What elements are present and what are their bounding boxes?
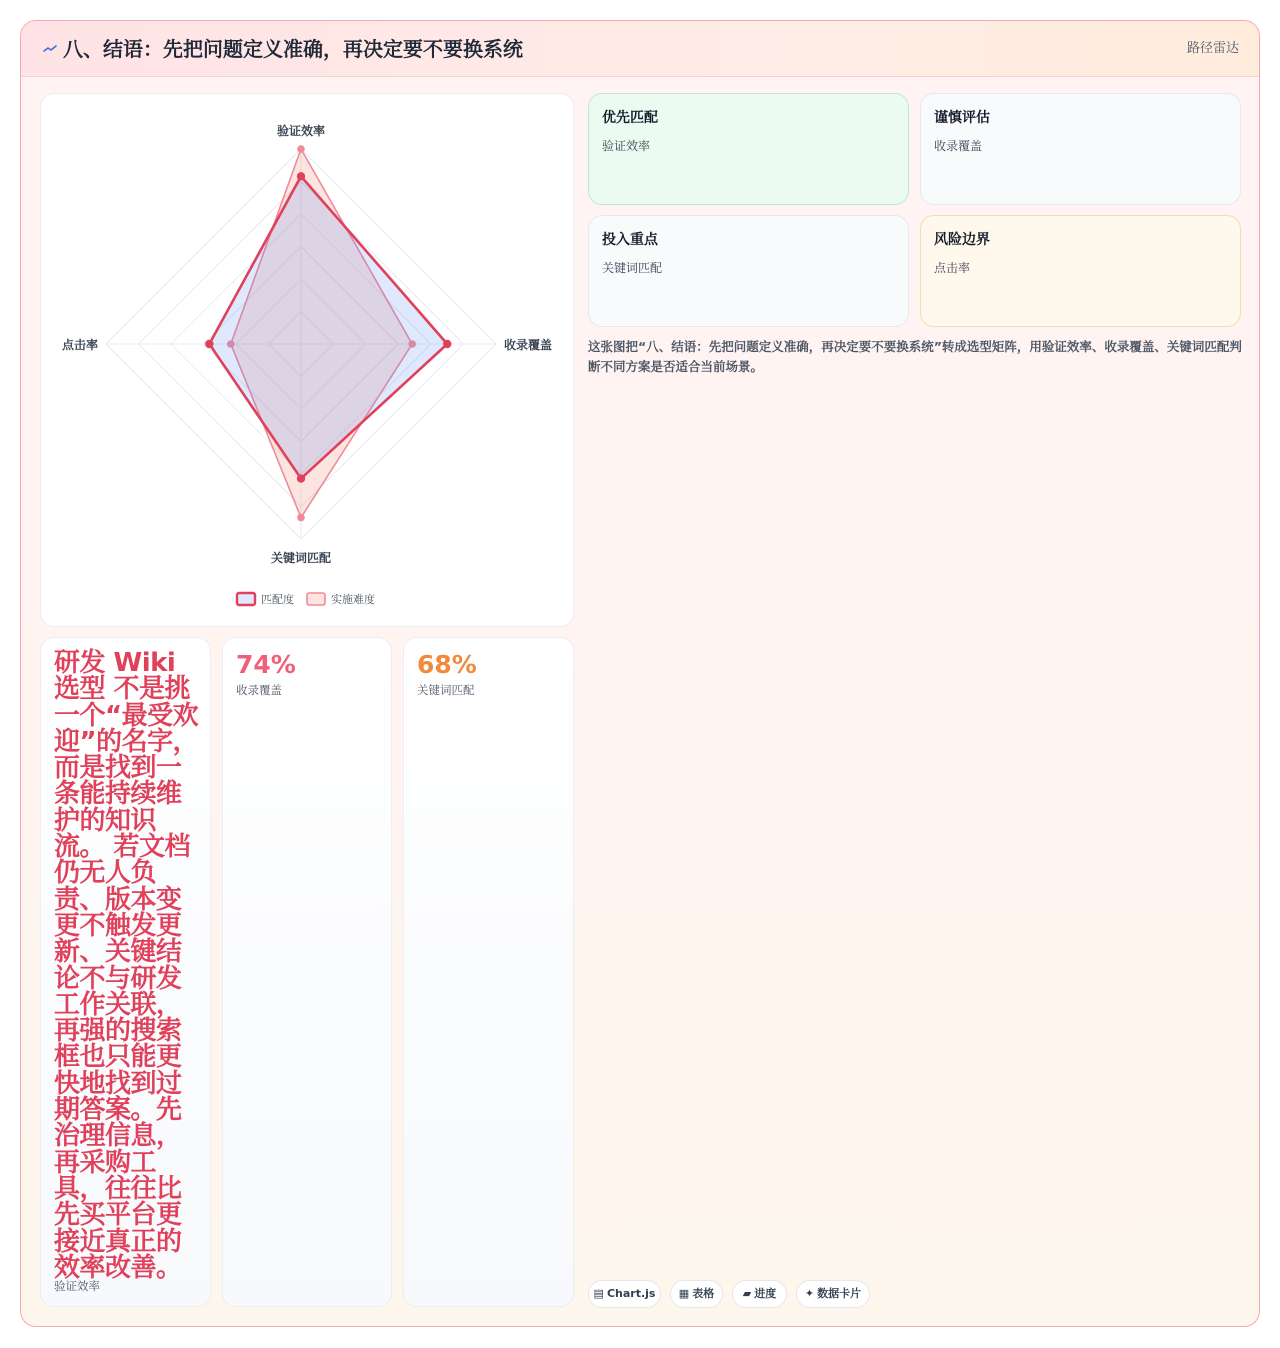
chip-table[interactable] xyxy=(670,1280,723,1308)
chip-label: 进度 xyxy=(754,1287,777,1300)
table-icon: ▦ xyxy=(678,1287,690,1300)
chart-icon: ▤ xyxy=(593,1287,604,1300)
matrix-card-title: 风险边界 xyxy=(934,232,990,248)
kpi-card-coverage xyxy=(222,637,392,1307)
radar-data-point xyxy=(297,514,305,522)
radar-chart-panel xyxy=(40,93,574,627)
legend-swatch xyxy=(307,593,325,605)
legend-label: 实施难度 xyxy=(331,593,375,606)
radar-axis-label: 点击率 xyxy=(61,338,98,352)
chip-progress[interactable] xyxy=(732,1280,787,1308)
kpi-value: 74% xyxy=(236,650,296,679)
summary-text: 研发 Wiki 选型 不是挑一个“最受欢迎”的名字，而是找到一条能持续维护的知识流。 若文档仍无人负责、版本变更不触发更新、关键结论不与研发工作关联，再强的搜索框也只能更快地找到过期答案。先治理信息，再采购工具，往往比先买平台更接近真正的效率改善。 xyxy=(54,648,199,1283)
kpi-card-keyword xyxy=(403,637,574,1307)
header-tag: 路径雷达 xyxy=(1186,41,1239,56)
chip-label: Chart.js xyxy=(606,1287,656,1300)
radar-data-point xyxy=(297,172,305,180)
radar-axis-label: 关键词匹配 xyxy=(270,551,332,565)
kpi-value: 68% xyxy=(417,650,477,679)
matrix-card-caution[interactable] xyxy=(920,93,1241,205)
radar-data-point xyxy=(443,340,451,348)
matrix-card-subtitle: 收录覆盖 xyxy=(934,139,983,153)
matrix-card-title: 谨慎评估 xyxy=(934,110,990,126)
radar-series-area xyxy=(209,176,447,478)
radar-data-point xyxy=(205,340,213,348)
radar-data-point xyxy=(297,145,305,153)
kpi-label: 关键词匹配 xyxy=(417,683,475,697)
radar-data-point xyxy=(297,474,305,482)
kpi-label: 收录覆盖 xyxy=(236,683,282,697)
chart-description: 这张图把“八、结语：先把问题定义准确，再决定要不要换系统”转成选型矩阵，用验证效率、收录覆盖、关键词匹配判断不同方案是否适合当前场景。 xyxy=(588,339,1242,374)
matrix-card-priority[interactable] xyxy=(588,93,909,205)
matrix-card-subtitle: 验证效率 xyxy=(602,139,651,153)
radar-axis-label: 收录覆盖 xyxy=(504,338,553,352)
section-title: 八、结语：先把问题定义准确，再决定要不要换系统 xyxy=(63,37,523,61)
chip-label: 表格 xyxy=(692,1287,715,1300)
progress-icon: ▰ xyxy=(742,1287,752,1300)
matrix-card-title: 投入重点 xyxy=(602,232,658,248)
chip-data-card[interactable] xyxy=(796,1280,870,1308)
radar-chart xyxy=(41,94,575,628)
section-card xyxy=(20,20,1260,1327)
matrix-card-title: 优先匹配 xyxy=(602,110,658,126)
card-header xyxy=(21,21,1259,77)
summary-label: 验证效率 xyxy=(54,1279,100,1293)
radar-axis-label: 验证效率 xyxy=(276,124,326,138)
legend-swatch xyxy=(237,593,255,605)
legend-label: 匹配度 xyxy=(261,593,294,606)
chip-label: 数据卡片 xyxy=(817,1287,862,1300)
matrix-card-subtitle: 关键词匹配 xyxy=(602,261,663,275)
trend-line-icon xyxy=(43,38,59,60)
matrix-card-risk[interactable] xyxy=(920,215,1241,327)
matrix-card-subtitle: 点击率 xyxy=(934,261,971,275)
summary-card xyxy=(40,637,211,1307)
sparkle-icon: ✦ xyxy=(804,1287,815,1300)
chip-chartjs[interactable] xyxy=(588,1280,661,1308)
matrix-card-focus[interactable] xyxy=(588,215,909,327)
